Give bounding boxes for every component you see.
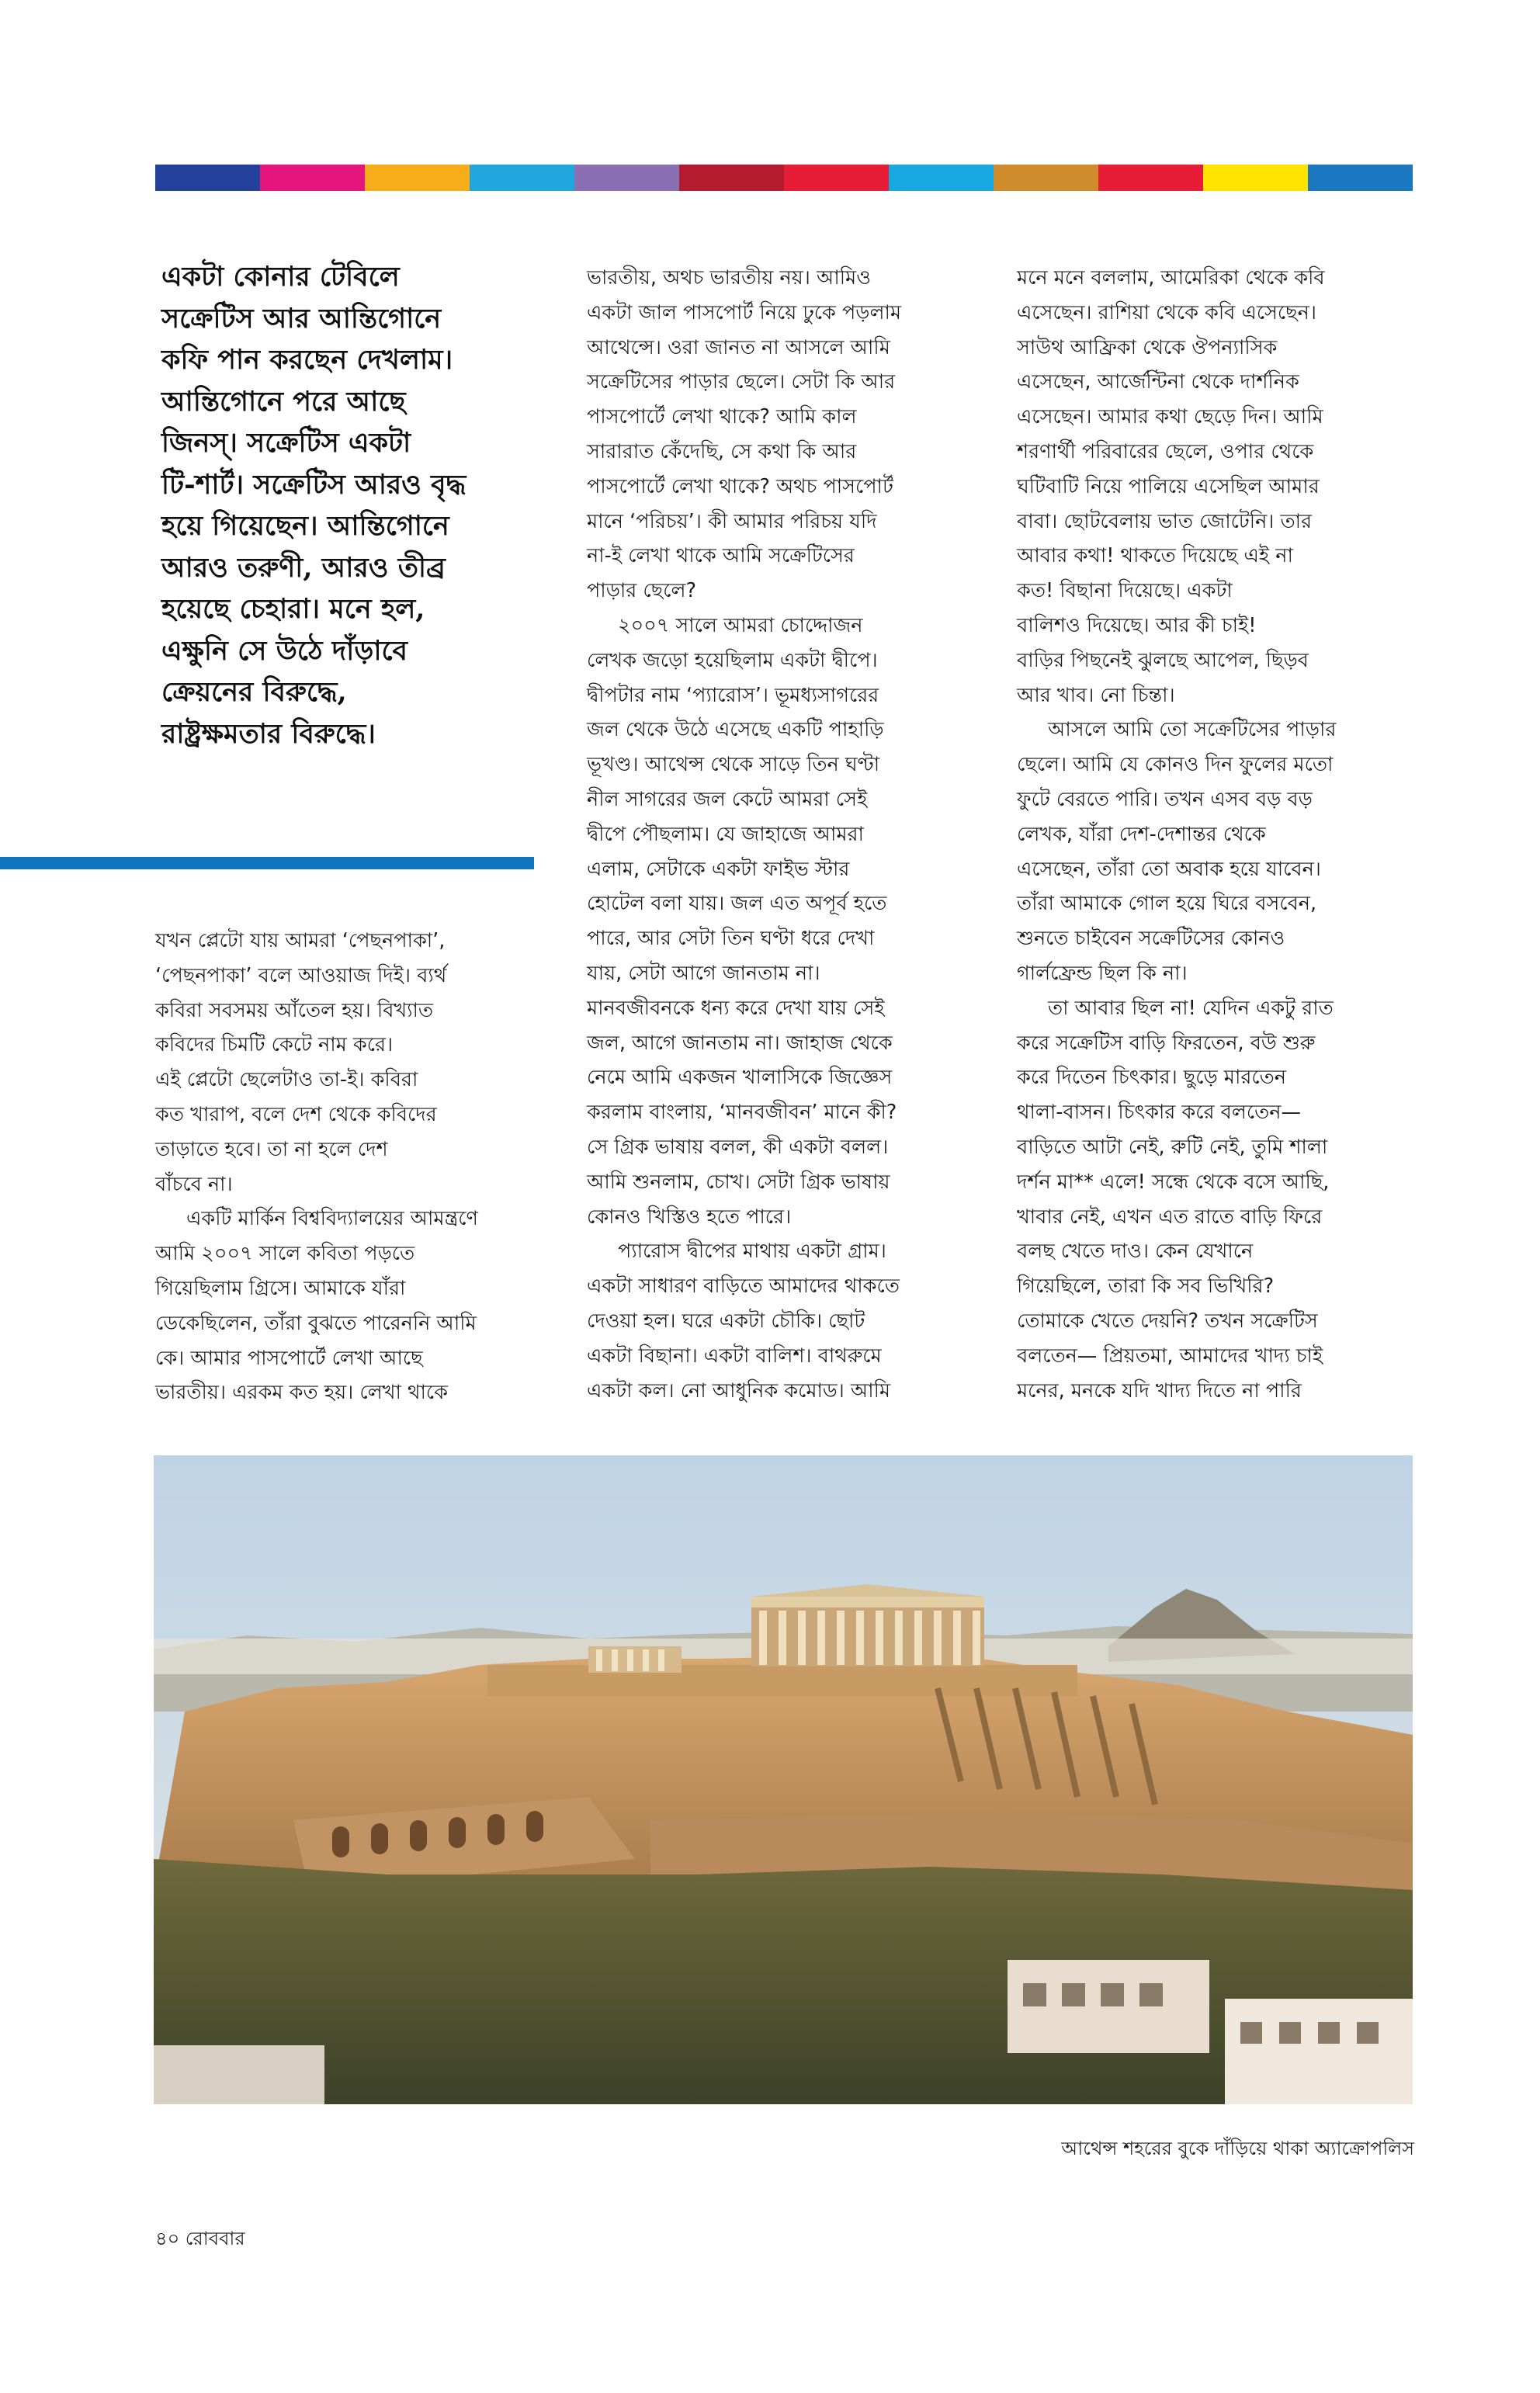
text-line: ঘটিবাটি নিয়ে পালিয়ে এসেছিল আমার — [1017, 474, 1320, 498]
text-line: একটা বিছানা। একটা বালিশ। বাথরুমে — [587, 1344, 882, 1368]
text-line: এসেছেন। রাশিয়া থেকে কবি এসেছেন। — [1017, 300, 1316, 324]
text-line: লেখক জড়ো হয়েছিলাম একটা দ্বীপে। — [587, 648, 878, 672]
text-line: নেমে আমি একজন খালাসিকে জিজ্ঞেস — [587, 1066, 893, 1090]
fortification-wall — [487, 1665, 1077, 1696]
color-strip-segment — [679, 165, 784, 191]
pull-quote-line: জিনস্। সক্রেটিস একটা — [161, 427, 411, 459]
text-line: তাড়াতে হবে। তা না হলে দেশ — [155, 1137, 388, 1161]
text-line: যায়, সেটা আগে জানতাম না। — [587, 961, 820, 985]
text-line: পাসপোর্টে লেখা থাকে? আমি কাল — [587, 405, 857, 429]
text-line: কত! বিছানা দিয়েছে। একটা — [1017, 579, 1233, 603]
text-line: খাবার নেই, এখন এত রাতে বাড়ি ফিরে — [1017, 1205, 1323, 1229]
color-strip — [155, 165, 1413, 191]
pull-quote-line: হয়েছে চেহারা। মনে হল, — [161, 593, 425, 625]
color-strip-segment — [260, 165, 365, 191]
text-line: কত খারাপ, বলে দেশ থেকে কবিদের — [155, 1102, 437, 1126]
text-line: ভারতীয়, অথচ ভারতীয় নয়। আমিও — [587, 266, 871, 290]
text-line: বাঁচবে না। — [155, 1172, 233, 1196]
text-line: গিয়েছিলে, তারা কি সব ভিখিরি? — [1017, 1275, 1275, 1299]
pull-quote-line: হয়ে গিয়েছেন। আন্তিগোনে — [161, 510, 449, 542]
text-line: আসলে আমি তো সক্রেটিসের পাড়ার — [1048, 718, 1337, 742]
text-line: কোনও খিস্তিও হতে পারে। — [587, 1205, 792, 1229]
text-line: করে দিতেন চিৎকার। ছুড়ে মারতেন — [1017, 1066, 1286, 1090]
text-line: লেখক, যাঁরা দেশ-দেশান্তর থেকে — [1017, 822, 1266, 846]
text-line: পারে, আর সেটা তিন ঘণ্টা ধরে দেখা — [587, 927, 875, 951]
article-column-2 — [587, 261, 990, 1408]
text-line: ২০০৭ সালে আমরা চোদ্দোজন — [618, 613, 863, 637]
text-line: বাবা। ছোটবেলায় ভাত জোটেনি। তার — [1017, 509, 1313, 533]
color-strip-segment — [1203, 165, 1308, 191]
color-strip-segment — [155, 165, 260, 191]
color-strip-segment — [470, 165, 574, 191]
pull-quote — [161, 256, 526, 754]
trees-foreground — [154, 1859, 1413, 2104]
text-line: যখন প্লেটো যায় আমরা ‘পেছনপাকা’, — [155, 929, 446, 952]
text-line: একটা কল। নো আধুনিক কমোড। আমি — [587, 1379, 891, 1403]
text-line: ভূখণ্ড। আথেন্স থেকে সাড়ে তিন ঘণ্টা — [587, 753, 880, 777]
text-line: আর খাব। নো চিন্তা। — [1017, 683, 1175, 707]
text-line: এসেছেন। আমার কথা ছেড়ে দিন। আমি — [1017, 405, 1323, 429]
text-line: দেওয়া হল। ঘরে একটা চৌকি। ছোট — [587, 1309, 865, 1333]
text-line: আবার কথা! থাকতে দিয়েছে এই না — [1017, 544, 1293, 568]
text-line: ফুটে বেরতে পারি। তখন এসব বড় বড় — [1017, 787, 1313, 811]
text-line: এলাম, সেটাকে একটা ফাইভ স্টার — [587, 857, 850, 881]
color-strip-segment — [994, 165, 1098, 191]
text-line: শুনতে চাইবেন সক্রেটিসের কোনও — [1017, 927, 1285, 951]
propylaea — [588, 1646, 682, 1673]
text-line: পাসপোর্টে লেখা থাকে? অথচ পাসপোর্ট — [587, 474, 893, 498]
text-line: কবিদের চিমটি কেটে নাম করে। — [155, 1033, 394, 1057]
color-strip-segment — [889, 165, 994, 191]
color-strip-segment — [1308, 165, 1413, 191]
text-line: তোমাকে খেতে দেয়নি? তখন সক্রেটিস — [1017, 1309, 1318, 1333]
text-line: সক্রেটিসের পাড়ার ছেলে। সেটা কি আর — [587, 370, 896, 394]
text-line: গিয়েছিলাম গ্রিসে। আমাকে যাঁরা — [155, 1276, 406, 1300]
text-line: হোটেল বলা যায়। জল এত অপূর্ব হতে — [587, 892, 887, 916]
text-line: কবিরা সবসময় আঁতেল হয়। বিখ্যাত — [155, 998, 434, 1022]
text-line: আথেন্সে। ওরা জানত না আসলে আমি — [587, 335, 890, 359]
color-strip-segment — [365, 165, 470, 191]
pull-quote-line: এক্ষুনি সে উঠে দাঁড়াবে — [161, 634, 408, 667]
pull-quote-line: সক্রেটিস আর আন্তিগোনে — [161, 302, 442, 335]
text-line: শরণার্থী পরিবারের ছেলে, ওপার থেকে — [1017, 439, 1314, 463]
text-line: প্যারোস দ্বীপের মাথায় একটা গ্রাম। — [618, 1240, 886, 1264]
text-line: ডেকেছিলেন, তাঁরা বুঝতে পারেননি আমি — [155, 1311, 477, 1335]
text-line: বাড়িতে আটা নেই, রুটি নেই, তুমি শালা — [1017, 1135, 1328, 1159]
text-line: দর্শন মা** এলে! সন্ধে থেকে বসে আছি, — [1017, 1170, 1330, 1194]
color-strip-segment — [784, 165, 889, 191]
color-strip-segment — [1098, 165, 1203, 191]
pull-quote-line: আরও তরুণী, আরও তীব্র — [161, 551, 446, 584]
acropolis-photo — [154, 1455, 1413, 2104]
pull-quote-rule — [0, 857, 534, 869]
text-line: ছেলে। আমি যে কোনও দিন ফুলের মতো — [1017, 753, 1334, 777]
text-line: আমি ২০০৭ সালে কবিতা পড়তে — [155, 1242, 415, 1266]
pull-quote-line: কফি পান করছেন দেখলাম। — [161, 344, 453, 376]
text-line: দ্বীপে পৌছলাম। যে জাহাজে আমরা — [587, 822, 864, 846]
text-line: না-ই লেখা থাকে আমি সক্রেটিসের — [587, 544, 855, 568]
article-column-1 — [155, 924, 528, 1410]
text-line: এসেছেন, আর্জেন্টিনা থেকে দার্শনিক — [1017, 370, 1299, 394]
pull-quote-line: রাষ্ট্রক্ষমতার বিরুদ্ধে। — [161, 717, 376, 750]
text-line: করে সক্রেটিস বাড়ি ফিরতেন, বউ শুরু — [1017, 1031, 1316, 1055]
text-line: বাড়ির পিছনেই ঝুলছে আপেল, ছিড়ব — [1017, 648, 1309, 672]
text-line: বলতেন— প্রিয়তমা, আমাদের খাদ্য চাই — [1017, 1344, 1323, 1368]
text-line: একটা সাধারণ বাড়িতে আমাদের থাকতে — [587, 1275, 900, 1299]
text-line: কে। আমার পাসপোর্টে লেখা আছে — [155, 1346, 423, 1370]
pull-quote-line: আন্তিগোনে পরে আছে — [161, 385, 406, 418]
text-line: গার্লফ্রেন্ড ছিল কি না। — [1017, 961, 1188, 985]
text-line: সে গ্রিক ভাষায় বলল, কী একটা বলল। — [587, 1135, 889, 1159]
text-line: বলছ খেতে দাও। কেন যেখানে — [1017, 1240, 1254, 1264]
pull-quote-line: টি-শার্ট। সক্রেটিস আরও বৃদ্ধ — [161, 468, 467, 501]
parthenon — [751, 1584, 984, 1666]
text-line: তাঁরা আমাকে গোল হয়ে ঘিরে বসবেন, — [1017, 892, 1317, 916]
text-line: আমি শুনলাম, চোখ। সেটা গ্রিক ভাষায় — [587, 1170, 890, 1194]
pull-quote-line: ক্রেয়নের বিরুদ্ধে, — [161, 676, 347, 708]
text-line: ‘পেছনপাকা’ বলে আওয়াজ দিই। ব্যর্থ — [155, 963, 447, 987]
text-line: দ্বীপটার নাম ‘প্যারোস’। ভূমধ্যসাগরের — [587, 683, 879, 707]
text-line: এই প্লেটো ছেলেটাও তা-ই। কবিরা — [155, 1068, 418, 1092]
photo-caption: আথেন্স শহরের বুকে দাঁড়িয়ে থাকা অ্যাক্রোপলিস — [1061, 2138, 1414, 2159]
text-line: সারারাত কেঁদেছি, সে কথা কি আর — [587, 439, 857, 463]
pull-quote-line: একটা কোনার টেবিলে — [161, 261, 400, 293]
text-line: মনে মনে বললাম, আমেরিকা থেকে কবি — [1017, 266, 1325, 290]
page-folio: ৪০ রোববার — [155, 2228, 245, 2249]
text-line: একটি মার্কিন বিশ্ববিদ্যালয়ের আমন্ত্রণে — [186, 1207, 478, 1231]
text-line: পাড়ার ছেলে? — [587, 579, 697, 603]
text-line: করলাম বাংলায়, ‘মানবজীবন’ মানে কী? — [587, 1101, 897, 1125]
text-line: জল, আগে জানতাম না। জাহাজ থেকে — [587, 1031, 893, 1055]
text-line: মানবজীবনকে ধন্য করে দেখা যায় সেই — [587, 996, 885, 1020]
text-line: বালিশও দিয়েছে। আর কী চাই! — [1017, 613, 1257, 637]
text-line: সাউথ আফ্রিকা থেকে ঔপন্যাসিক — [1017, 335, 1278, 359]
article-column-3 — [1017, 261, 1420, 1408]
text-line: মনের, মনকে যদি খাদ্য দিতে না পারি — [1017, 1379, 1302, 1403]
text-line: জল থেকে উঠে এসেছে একটি পাহাড়ি — [587, 718, 884, 742]
text-line: তা আবার ছিল না! যেদিন একটু রাত — [1048, 996, 1334, 1020]
text-line: একটা জাল পাসপোর্ট নিয়ে ঢুকে পড়লাম — [587, 300, 902, 324]
text-line: নীল সাগরের জল কেটে আমরা সেই — [587, 787, 868, 811]
text-line: থালা-বাসন। চিৎকার করে বলতেন— — [1017, 1101, 1301, 1125]
text-line: মানে ‘পরিচয়’। কী আমার পরিচয় যদি — [587, 509, 877, 533]
color-strip-segment — [574, 165, 679, 191]
text-line: এসেছেন, তাঁরা তো অবাক হয়ে যাবেন। — [1017, 857, 1321, 881]
acropolis-illustration — [154, 1455, 1413, 2104]
text-line: ভারতীয়। এরকম কত হয়। লেখা থাকে — [155, 1381, 448, 1405]
